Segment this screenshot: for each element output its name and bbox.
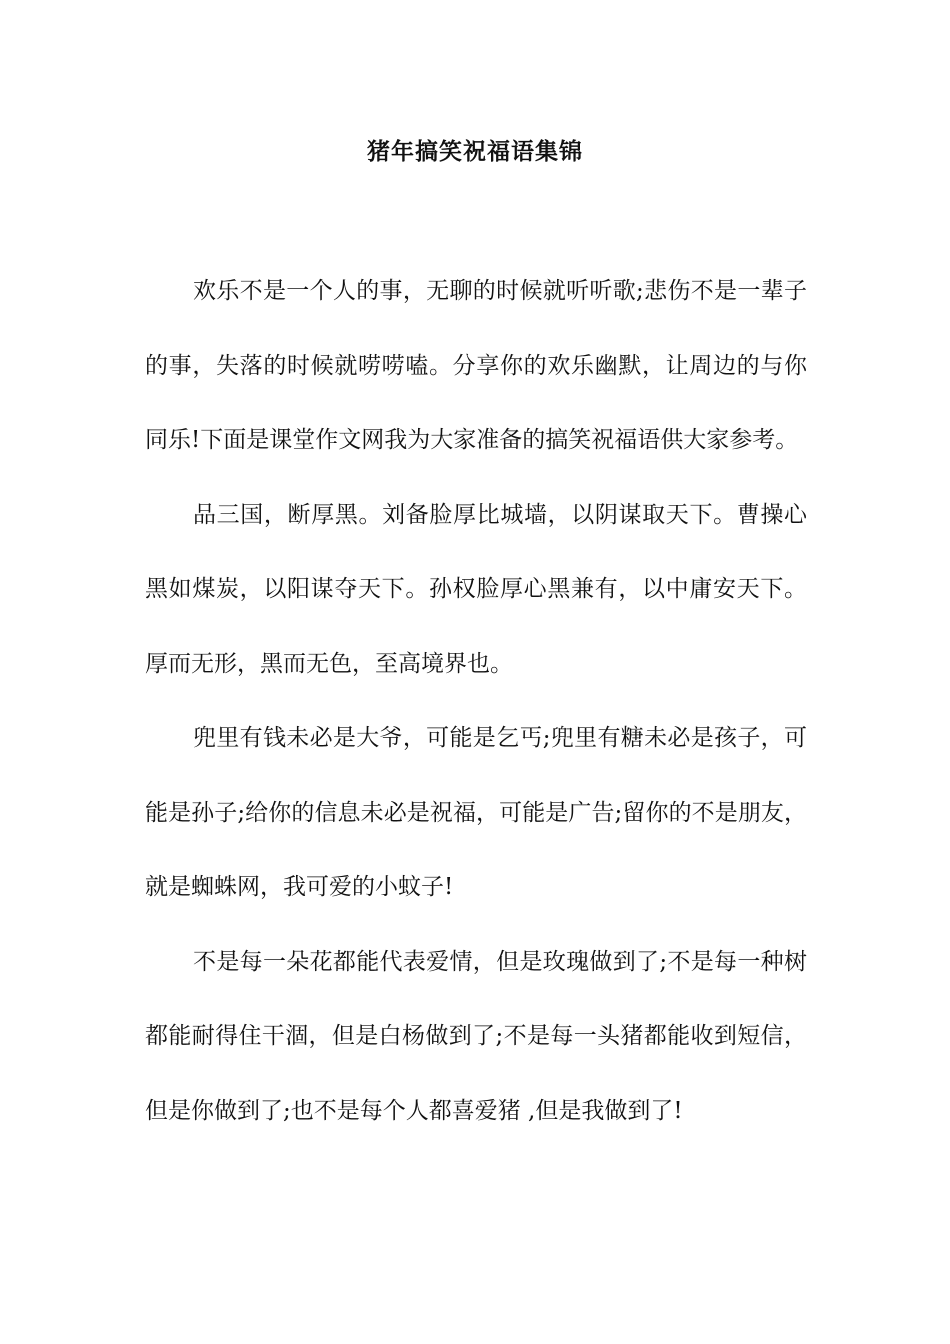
paragraph-intro: 欢乐不是一个人的事，无聊的时候就听听歌;悲伤不是一辈子的事，失落的时候就唠唠嗑。分享你的欢乐幽默，让周边的与你同乐!下面是课堂作文网我为大家准备的搞笑祝福语供大家参考。 [145, 278, 807, 453]
document-title: 猪年搞笑祝福语集锦 [367, 139, 583, 165]
document-body [145, 254, 807, 1148]
paragraph-pocket: 兜里有钱未必是大爷，可能是乞丐;兜里有糖未必是孩子，可能是孙子;给你的信息未必是祝福，可能是广告;留你的不是朋友，就是蜘蛛网，我可爱的小蚊子! [145, 725, 807, 900]
paragraph-not-every: 不是每一朵花都能代表爱情，但是玫瑰做到了;不是每一种树都能耐得住干涸，但是白杨做到了;不是每一头猪都能收到短信，但是你做到了;也不是每个人都喜爱猪 ,但是我做到了! [145, 948, 807, 1124]
paragraph-three-kingdoms: 品三国，断厚黑。刘备脸厚比城墙，以阴谋取天下。曹操心黑如煤炭，以阳谋夺天下。孙权脸厚心黑兼有，以中庸安天下。厚而无形，黑而无色，至高境界也。 [145, 501, 807, 677]
